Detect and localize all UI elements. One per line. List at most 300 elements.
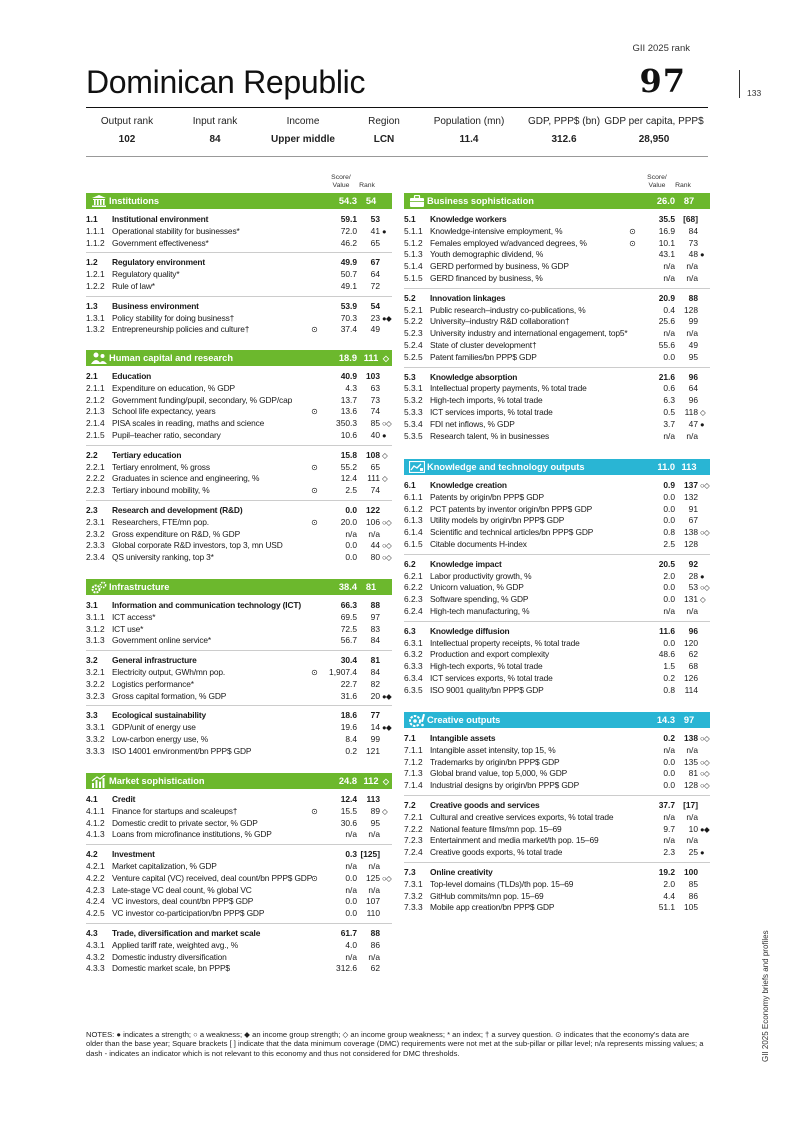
indicator-name: Finance for startups and scaleups† — [112, 805, 238, 816]
indicator-score: 30.4 — [340, 655, 357, 666]
indicator-rank: 131 — [684, 594, 698, 605]
indicator-row — [86, 226, 392, 238]
indicator-rank: 53 — [370, 214, 380, 224]
indicator-code: 1.1.1 — [86, 225, 105, 236]
indicator-score: 66.3 — [340, 600, 357, 610]
indicator-score: n/a — [345, 528, 357, 539]
indicator-rank: n/a — [686, 605, 698, 616]
indicator-list — [86, 600, 392, 758]
pillar-row — [86, 301, 392, 313]
indicator-name: FDI net inflows, % GDP — [430, 418, 515, 429]
pillar-row — [86, 505, 392, 517]
old-data-icon: ⊙ — [629, 238, 636, 248]
indicator-code: 6.2.1 — [404, 570, 423, 581]
indicator-row — [404, 594, 710, 606]
indicator-rank: [125] — [360, 849, 380, 860]
indicator-rank: 111 — [367, 473, 380, 484]
indicator-name: ICT services imports, % total trade — [430, 406, 553, 417]
indicator-code: 3.1.1 — [86, 611, 105, 622]
pillar-row — [86, 849, 392, 861]
indicator-name: ICT access* — [112, 611, 156, 622]
strength-weakness-marker: ●◆ — [382, 691, 392, 701]
indicator-name: Policy stability for doing business† — [112, 312, 235, 323]
gears-icon — [90, 579, 107, 595]
indicator-code: 2.1.3 — [86, 406, 105, 417]
indicator-score: 0.0 — [663, 582, 675, 593]
indicator-score: 37.4 — [340, 324, 357, 335]
stat-value: 84 — [209, 134, 221, 145]
indicator-row — [86, 829, 392, 841]
strength-weakness-marker: ○◇ — [382, 541, 392, 551]
indicator-code: 4.1.2 — [86, 817, 105, 828]
indicator-rank: 54 — [370, 300, 380, 311]
indicator-rank: 113 — [366, 794, 380, 804]
indicator-code: 2.2 — [86, 449, 98, 460]
indicator-code: 7.3 — [404, 866, 416, 877]
indicator-score: 0.0 — [345, 540, 357, 551]
indicator-rank: 88 — [370, 600, 380, 610]
indicator-rank: n/a — [368, 528, 380, 539]
indicator-code: 5.2.4 — [404, 339, 423, 350]
indicator-row — [86, 383, 392, 395]
indicator-name: Knowledge creation — [430, 480, 507, 490]
strength-weakness-marker: ◇ — [382, 806, 388, 816]
stat-value: Upper middle — [271, 134, 335, 145]
pillar-row — [404, 559, 710, 571]
section-score: 26.0 — [656, 196, 675, 206]
indicator-score: n/a — [663, 272, 675, 283]
notes: NOTES: ● indicates a strength; ○ a weakness; ◆ an income group strength; ◇ an income group weakness; * an index; † a survey question. ⊙ indicates that the economy's data are older than the base year; Square brackets [ ] indicate that the data minimum coverage (DMC) requirements were not met at the sub-pillar or pillar level; n/a represents missing values; a dash - indicates an indicator which is not relevant to this economy and thus not considered for DMC thresholds. — [86, 1030, 704, 1058]
indicator-score: n/a — [663, 328, 675, 339]
section-title: Infrastructure — [109, 582, 170, 592]
pillar-row — [404, 867, 710, 879]
indicator-name: Knowledge diffusion — [430, 625, 510, 636]
indicator-rank: n/a — [686, 744, 698, 755]
indicator-score: 312.6 — [336, 963, 357, 974]
indicator-rank: 86 — [688, 890, 698, 901]
page-number: 133 — [747, 88, 762, 98]
indicator-score: 2.0 — [663, 570, 675, 581]
country-title: Dominican Republic — [86, 64, 366, 100]
indicator-row — [86, 406, 392, 418]
pillar-row — [404, 733, 710, 745]
indicator-score: 4.3 — [345, 382, 357, 393]
indicator-name: Domestic market scale, bn PPP$ — [112, 963, 230, 974]
indicator-score: 35.5 — [658, 214, 675, 224]
indicator-code: 5.2.3 — [404, 328, 423, 339]
indicator-score: 0.0 — [345, 504, 357, 515]
indicator-name: Tertiary education — [112, 449, 182, 460]
indicator-name: Tertiary enrolment, % gross — [112, 461, 210, 472]
indicator-row — [86, 540, 392, 552]
indicator-name: Pupil–teacher ratio, secondary — [112, 429, 221, 440]
indicator-name: Youth demographic dividend, % — [430, 249, 544, 260]
indicator-code: 6.3.2 — [404, 649, 423, 660]
indicator-rank: n/a — [686, 261, 698, 272]
indicator-code: 1.1 — [86, 214, 98, 224]
indicator-rank: 84 — [370, 666, 380, 677]
indicator-name: Intellectual property receipts, % total trade — [430, 637, 580, 648]
divider — [404, 554, 710, 555]
indicator-row — [404, 638, 710, 650]
indicator-row — [86, 885, 392, 897]
stat-label: GDP per capita, PPP$ — [604, 116, 704, 127]
indicator-score: n/a — [345, 884, 357, 895]
indicator-score: 0.8 — [663, 527, 675, 538]
indicator-name: Global brand value, top 5,000, % GDP — [430, 768, 568, 779]
indicator-score: 0.0 — [663, 756, 675, 767]
indicator-score: 0.5 — [663, 406, 675, 417]
indicator-row — [404, 515, 710, 527]
indicator-code: 3.3 — [86, 710, 98, 721]
indicator-row — [404, 571, 710, 583]
rank-header: Rank — [359, 182, 375, 189]
briefcase-icon — [408, 193, 425, 209]
indicator-name: Global corporate R&D investors, top 3, mn USD — [112, 540, 283, 551]
indicator-score: n/a — [663, 811, 675, 822]
indicator-name: Gross expenditure on R&D, % GDP — [112, 528, 241, 539]
indicator-name: Business environment — [112, 300, 199, 311]
indicator-code: 7.3.2 — [404, 890, 423, 901]
indicator-rank: 14 — [370, 722, 380, 733]
indicator-score: 0.8 — [663, 684, 675, 695]
indicator-rank: 77 — [370, 710, 380, 721]
people-icon — [90, 350, 107, 366]
indicator-code: 5.1.3 — [404, 249, 423, 260]
indicator-code: 2.3.2 — [86, 528, 105, 539]
indicator-score: 9.7 — [663, 823, 675, 834]
indicator-row — [86, 667, 392, 679]
indicator-row — [404, 352, 710, 364]
indicator-row — [86, 473, 392, 485]
indicator-name: VC investors, deal count/bn PPP$ GDP — [112, 896, 254, 907]
old-data-icon: ⊙ — [311, 462, 318, 472]
indicator-name: Late-stage VC deal count, % global VC — [112, 884, 252, 895]
indicator-rank: 85 — [370, 418, 380, 429]
indicator-rank: 74 — [370, 406, 380, 417]
indicator-row — [86, 418, 392, 430]
indicator-name: High-tech exports, % total trade — [430, 661, 543, 672]
indicator-code: 7.3.3 — [404, 902, 423, 913]
indicator-name: Gross capital formation, % GDP — [112, 690, 227, 701]
section-header — [86, 773, 392, 789]
indicator-rank: 96 — [688, 625, 698, 636]
indicator-score: 2.3 — [663, 847, 675, 858]
strength-weakness-marker: ○◇ — [700, 757, 710, 767]
header-divider — [739, 70, 740, 98]
divider — [404, 367, 710, 368]
indicator-rank: 138 — [684, 527, 698, 538]
indicator-code: 3.2.1 — [86, 666, 105, 677]
indicator-name: Trade, diversification and market scale — [112, 927, 261, 938]
indicator-score: 50.7 — [340, 269, 357, 280]
divider — [86, 296, 392, 297]
indicator-name: Top-level domains (TLDs)/th pop. 15–69 — [430, 878, 574, 889]
indicator-code: 4.2.3 — [86, 884, 105, 895]
strength-weakness-marker: ○◇ — [382, 419, 392, 429]
indicator-row — [404, 780, 710, 792]
indicator-code: 4.2.4 — [86, 896, 105, 907]
indicator-row — [86, 485, 392, 497]
indicator-rank: 89 — [370, 805, 380, 816]
indicator-list — [86, 214, 392, 336]
indicator-rank: 121 — [366, 745, 380, 756]
section-header — [404, 459, 710, 475]
strength-weakness-marker: ○◇ — [700, 481, 710, 490]
indicator-code: 2.1 — [86, 371, 98, 381]
indicator-rank: 128 — [684, 304, 698, 315]
indicator-code: 7.2.1 — [404, 811, 423, 822]
indicator-rank: n/a — [368, 829, 380, 840]
indicator-score: 2.5 — [345, 485, 357, 496]
indicator-rank: 95 — [370, 817, 380, 828]
indicator-rank: n/a — [686, 835, 698, 846]
indicator-rank: 20 — [370, 690, 380, 701]
indicator-score: 4.4 — [663, 890, 675, 901]
indicator-score: n/a — [663, 261, 675, 272]
indicator-score: 0.4 — [663, 304, 675, 315]
indicator-code: 4.3.3 — [86, 963, 105, 974]
indicator-name: Public research–industry co-publications, % — [430, 304, 586, 315]
divider — [404, 795, 710, 796]
indicator-score: 69.5 — [340, 611, 357, 622]
indicator-rank: 73 — [688, 237, 698, 248]
indicator-rank: 23 — [370, 312, 380, 323]
indicator-score: 8.4 — [345, 733, 357, 744]
indicator-name: Domestic industry diversification — [112, 951, 227, 962]
indicator-score: 55.2 — [340, 461, 357, 472]
indicator-name: University–industry R&D collaboration† — [430, 316, 570, 327]
pillar-row — [404, 480, 710, 492]
indicator-code: 4.2.5 — [86, 908, 105, 919]
section-rank: 97 — [683, 715, 695, 725]
indicator-row — [404, 891, 710, 903]
indicator-code: 6.3.3 — [404, 661, 423, 672]
indicator-rank: 122 — [366, 504, 380, 515]
indicator-rank: 88 — [688, 292, 698, 303]
indicator-score: 20.0 — [340, 516, 357, 527]
indicator-score: 15.5 — [340, 805, 357, 816]
indicator-score: 0.0 — [345, 896, 357, 907]
indicator-name: Intangible asset intensity, top 15, % — [430, 744, 556, 755]
strength-weakness-marker: ○◇ — [382, 517, 392, 527]
pillar-row — [404, 372, 710, 384]
indicator-score: 350.3 — [336, 418, 357, 429]
running-footer: GII 2025 Economy briefs and profiles — [761, 930, 770, 1062]
strength-weakness-marker: ○◇ — [700, 734, 710, 743]
indicator-name: Investment — [112, 849, 155, 860]
indicator-score: 0.0 — [345, 552, 357, 563]
indicator-rank: 40 — [370, 429, 380, 440]
indicator-code: 1.2.1 — [86, 269, 105, 280]
section-header — [86, 350, 392, 366]
indicator-code: 1.2.2 — [86, 280, 105, 291]
indicator-code: 3.2.3 — [86, 690, 105, 701]
section-header — [404, 193, 710, 209]
indicator-rank: 67 — [688, 515, 698, 526]
indicator-row — [86, 238, 392, 250]
old-data-icon: ⊙ — [311, 517, 318, 527]
indicator-name: Applied tariff rate, weighted avg., % — [112, 939, 239, 950]
indicator-score: 15.8 — [340, 449, 357, 460]
pillar-row — [86, 710, 392, 722]
indicator-name: Electricity output, GWh/mn pop. — [112, 666, 226, 677]
section-rank: 111 — [363, 353, 379, 363]
indicator-code: 4.3.2 — [86, 951, 105, 962]
indicator-score: 51.1 — [658, 902, 675, 913]
section-rank: 87 — [683, 196, 695, 206]
indicator-score: n/a — [345, 829, 357, 840]
indicator-name: Creative goods and services — [430, 799, 540, 810]
indicator-row — [404, 226, 710, 238]
indicator-code: 6.3.1 — [404, 637, 423, 648]
stat-value: 102 — [118, 134, 136, 145]
indicator-code: 2.2.2 — [86, 473, 105, 484]
indicator-name: Regulatory environment — [112, 257, 206, 268]
indicator-rank: 84 — [688, 225, 698, 236]
indicator-list — [404, 480, 710, 697]
section-human-capital-and-research — [86, 350, 392, 564]
indicator-name: High-tech manufacturing, % — [430, 605, 530, 616]
indicator-code: 5.3.4 — [404, 418, 423, 429]
indicator-score: 2.5 — [663, 538, 675, 549]
indicator-name: School life expectancy, years — [112, 406, 216, 417]
indicator-score: 2.0 — [663, 878, 675, 889]
strength-weakness-marker: ○◇ — [700, 528, 710, 538]
indicator-code: 4.1.1 — [86, 805, 105, 816]
section-marker: ◇ — [382, 353, 390, 363]
indicator-name: Knowledge-intensive employment, % — [430, 225, 563, 236]
indicator-row — [404, 757, 710, 769]
indicator-code: 2.1.4 — [86, 418, 105, 429]
indicator-code: 2.1.5 — [86, 429, 105, 440]
indicator-code: 6.3.5 — [404, 684, 423, 695]
indicator-rank: 49 — [688, 339, 698, 350]
indicator-score: 0.6 — [663, 383, 675, 394]
strength-weakness-marker: ● — [700, 848, 705, 858]
indicator-row — [86, 896, 392, 908]
indicator-rank: [68] — [683, 214, 698, 224]
indicator-code: 4.2.1 — [86, 860, 105, 871]
strength-weakness-marker: ● — [382, 226, 387, 236]
indicator-code: 5.2.2 — [404, 316, 423, 327]
divider — [86, 650, 392, 651]
indicator-score: n/a — [663, 835, 675, 846]
strength-weakness-marker: ○◇ — [382, 553, 392, 563]
chart-icon — [90, 773, 107, 789]
indicator-score: 40.9 — [340, 371, 357, 381]
indicator-list — [404, 214, 710, 442]
indicator-rank: 64 — [370, 269, 380, 280]
indicator-name: Expenditure on education, % GDP — [112, 382, 235, 393]
section-title: Creative outputs — [427, 715, 501, 725]
indicator-score: 70.3 — [340, 312, 357, 323]
indicator-row — [86, 313, 392, 325]
strength-weakness-marker: ● — [700, 419, 705, 429]
indicator-row — [86, 940, 392, 952]
indicator-name: High-tech imports, % total trade — [430, 395, 543, 406]
indicator-code: 5.1.5 — [404, 272, 423, 283]
indicator-code: 5.3.3 — [404, 406, 423, 417]
stat-value: LCN — [373, 134, 395, 145]
indicator-score: 72.0 — [340, 225, 357, 236]
indicator-row — [404, 249, 710, 261]
indicator-code: 6.1.4 — [404, 527, 423, 538]
indicator-score: 72.5 — [340, 623, 357, 634]
indicator-code: 5.3.2 — [404, 395, 423, 406]
indicator-rank: 135 — [684, 756, 698, 767]
strength-weakness-marker: ○◇ — [700, 769, 710, 779]
pillar-row — [86, 600, 392, 612]
indicator-row — [404, 847, 710, 859]
indicator-rank: 44 — [370, 540, 380, 551]
rank-label: GII 2025 rank — [632, 43, 690, 54]
indicator-row — [86, 952, 392, 964]
indicator-code: 5.1.1 — [404, 225, 423, 236]
indicator-row — [86, 691, 392, 703]
indicator-rank: 105 — [684, 902, 698, 913]
pillar-row — [86, 371, 392, 383]
indicator-score: 0.2 — [663, 733, 675, 743]
indicator-code: 7.3.1 — [404, 878, 423, 889]
indicator-code: 7.1 — [404, 733, 416, 743]
indicator-rank: 107 — [366, 896, 380, 907]
section-rank: 81 — [365, 582, 377, 592]
indicator-name: ICT services exports, % total trade — [430, 672, 553, 683]
pillar-row — [86, 214, 392, 226]
indicator-rank: 73 — [370, 394, 380, 405]
indicator-code: 3.2.2 — [86, 678, 105, 689]
title-rule — [86, 107, 708, 108]
indicator-code: 3.1.3 — [86, 635, 105, 646]
indicator-code: 7.1.1 — [404, 744, 423, 755]
indicator-code: 5.1.2 — [404, 237, 423, 248]
indicator-list — [86, 371, 392, 564]
section-marker: ◇ — [382, 776, 390, 786]
indicator-row — [404, 649, 710, 661]
indicator-name: Domestic credit to private sector, % GDP — [112, 817, 258, 828]
indicator-code: 7.2.3 — [404, 835, 423, 846]
indicator-name: Research and development (R&D) — [112, 504, 243, 515]
indicator-rank: 132 — [684, 491, 698, 502]
section-score: 54.3 — [338, 196, 357, 206]
stat-value: 11.4 — [459, 134, 479, 145]
stat-label: Output rank — [100, 116, 154, 127]
indicator-score: 20.5 — [658, 558, 675, 569]
strength-weakness-marker: ●◆ — [382, 723, 392, 733]
indicator-name: Government online service* — [112, 635, 211, 646]
rank-number: 97 — [639, 62, 686, 100]
indicator-row — [86, 908, 392, 920]
strength-weakness-marker: ◇ — [382, 474, 388, 484]
strength-weakness-marker: ◇ — [382, 450, 388, 460]
indicator-score: 25.6 — [658, 316, 675, 327]
indicator-row — [404, 527, 710, 539]
indicator-name: Regulatory quality* — [112, 269, 180, 280]
indicator-name: Low-carbon energy use, % — [112, 733, 209, 744]
indicator-score: 20.9 — [658, 292, 675, 303]
indicator-row — [404, 340, 710, 352]
indicator-name: Loans from microfinance institutions, % GDP — [112, 829, 272, 840]
indicator-code: 2.2.1 — [86, 461, 105, 472]
indicator-score: 6.3 — [663, 395, 675, 406]
indicator-rank: 82 — [370, 678, 380, 689]
indicator-score: 56.7 — [340, 635, 357, 646]
indicator-rank: 97 — [370, 611, 380, 622]
indicator-row — [86, 517, 392, 529]
indicator-name: Market capitalization, % GDP — [112, 860, 217, 871]
indicator-score: 0.0 — [345, 872, 357, 883]
